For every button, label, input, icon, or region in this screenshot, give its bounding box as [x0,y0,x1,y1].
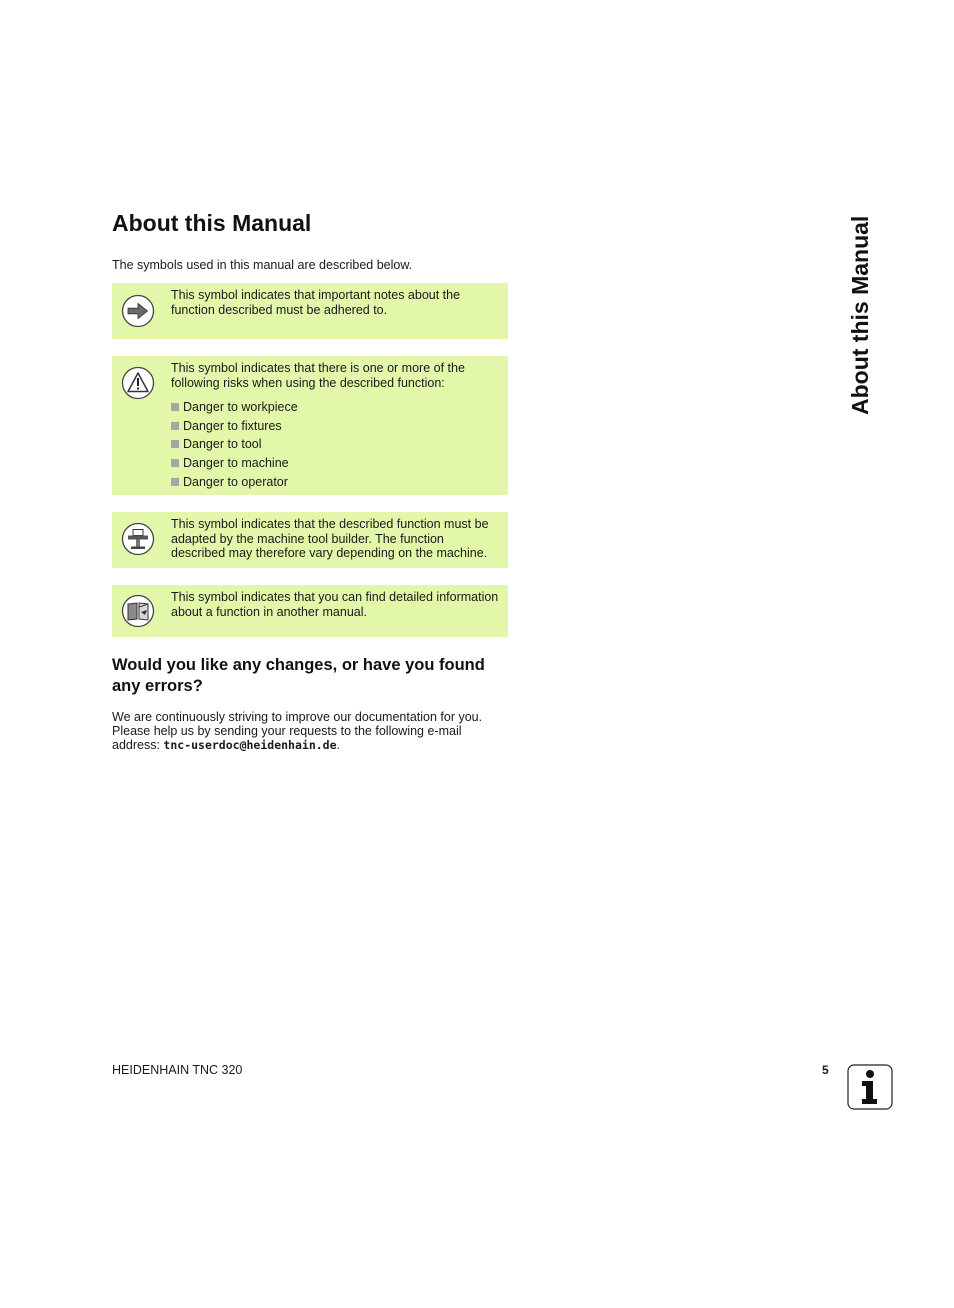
note-other-manual [112,585,508,637]
book-icon [121,594,155,628]
machine-builder-icon [121,522,155,556]
warning-triangle-icon [121,366,155,400]
info-icon [847,1064,893,1110]
footer-product: HEIDENHAIN TNC 320 [112,1063,243,1077]
bullet-square-icon [171,422,179,430]
arrow-right-icon [121,294,155,328]
note-text: This symbol indicates that the described function must be adapted by the machine tool builder. The function described may therefore vary depending on the machine. [171,517,489,561]
note-text: This symbol indicates that you can find detailed information about a function in another manual. [171,590,499,619]
email-address: tnc-userdoc@heidenhain.de [163,738,337,753]
list-item: Danger to fixtures [171,417,501,436]
page-title: About this Manual [112,210,312,236]
feedback-text: We are continuously striving to improve our documentation for you. Please help us by sending your requests to the following e-mail address: tnc-userdoc@heidenhain.de. [112,710,483,753]
note-important [112,283,508,339]
intro-text: The symbols used in this manual are described below. [112,258,413,272]
note-machine-builder [112,512,508,568]
bullet-square-icon [171,459,179,467]
list-item: Danger to workpiece [171,398,501,417]
note-text: This symbol indicates that there is one or more of the following risks when using the described function: [171,361,465,390]
bullet-square-icon [171,478,179,486]
note-warning [112,356,508,495]
list-item: Danger to machine [171,454,501,473]
page-number: 5 [822,1063,829,1077]
side-section-title: About this Manual [847,215,873,415]
risk-list [171,398,501,491]
list-item: Danger to tool [171,435,501,454]
feedback-heading: Would you like any changes, or have you found any errors? [112,656,485,695]
bullet-square-icon [171,403,179,411]
note-text: This symbol indicates that important notes about the function described must be adhered to. [171,288,461,317]
list-item: Danger to operator [171,473,501,492]
bullet-square-icon [171,440,179,448]
